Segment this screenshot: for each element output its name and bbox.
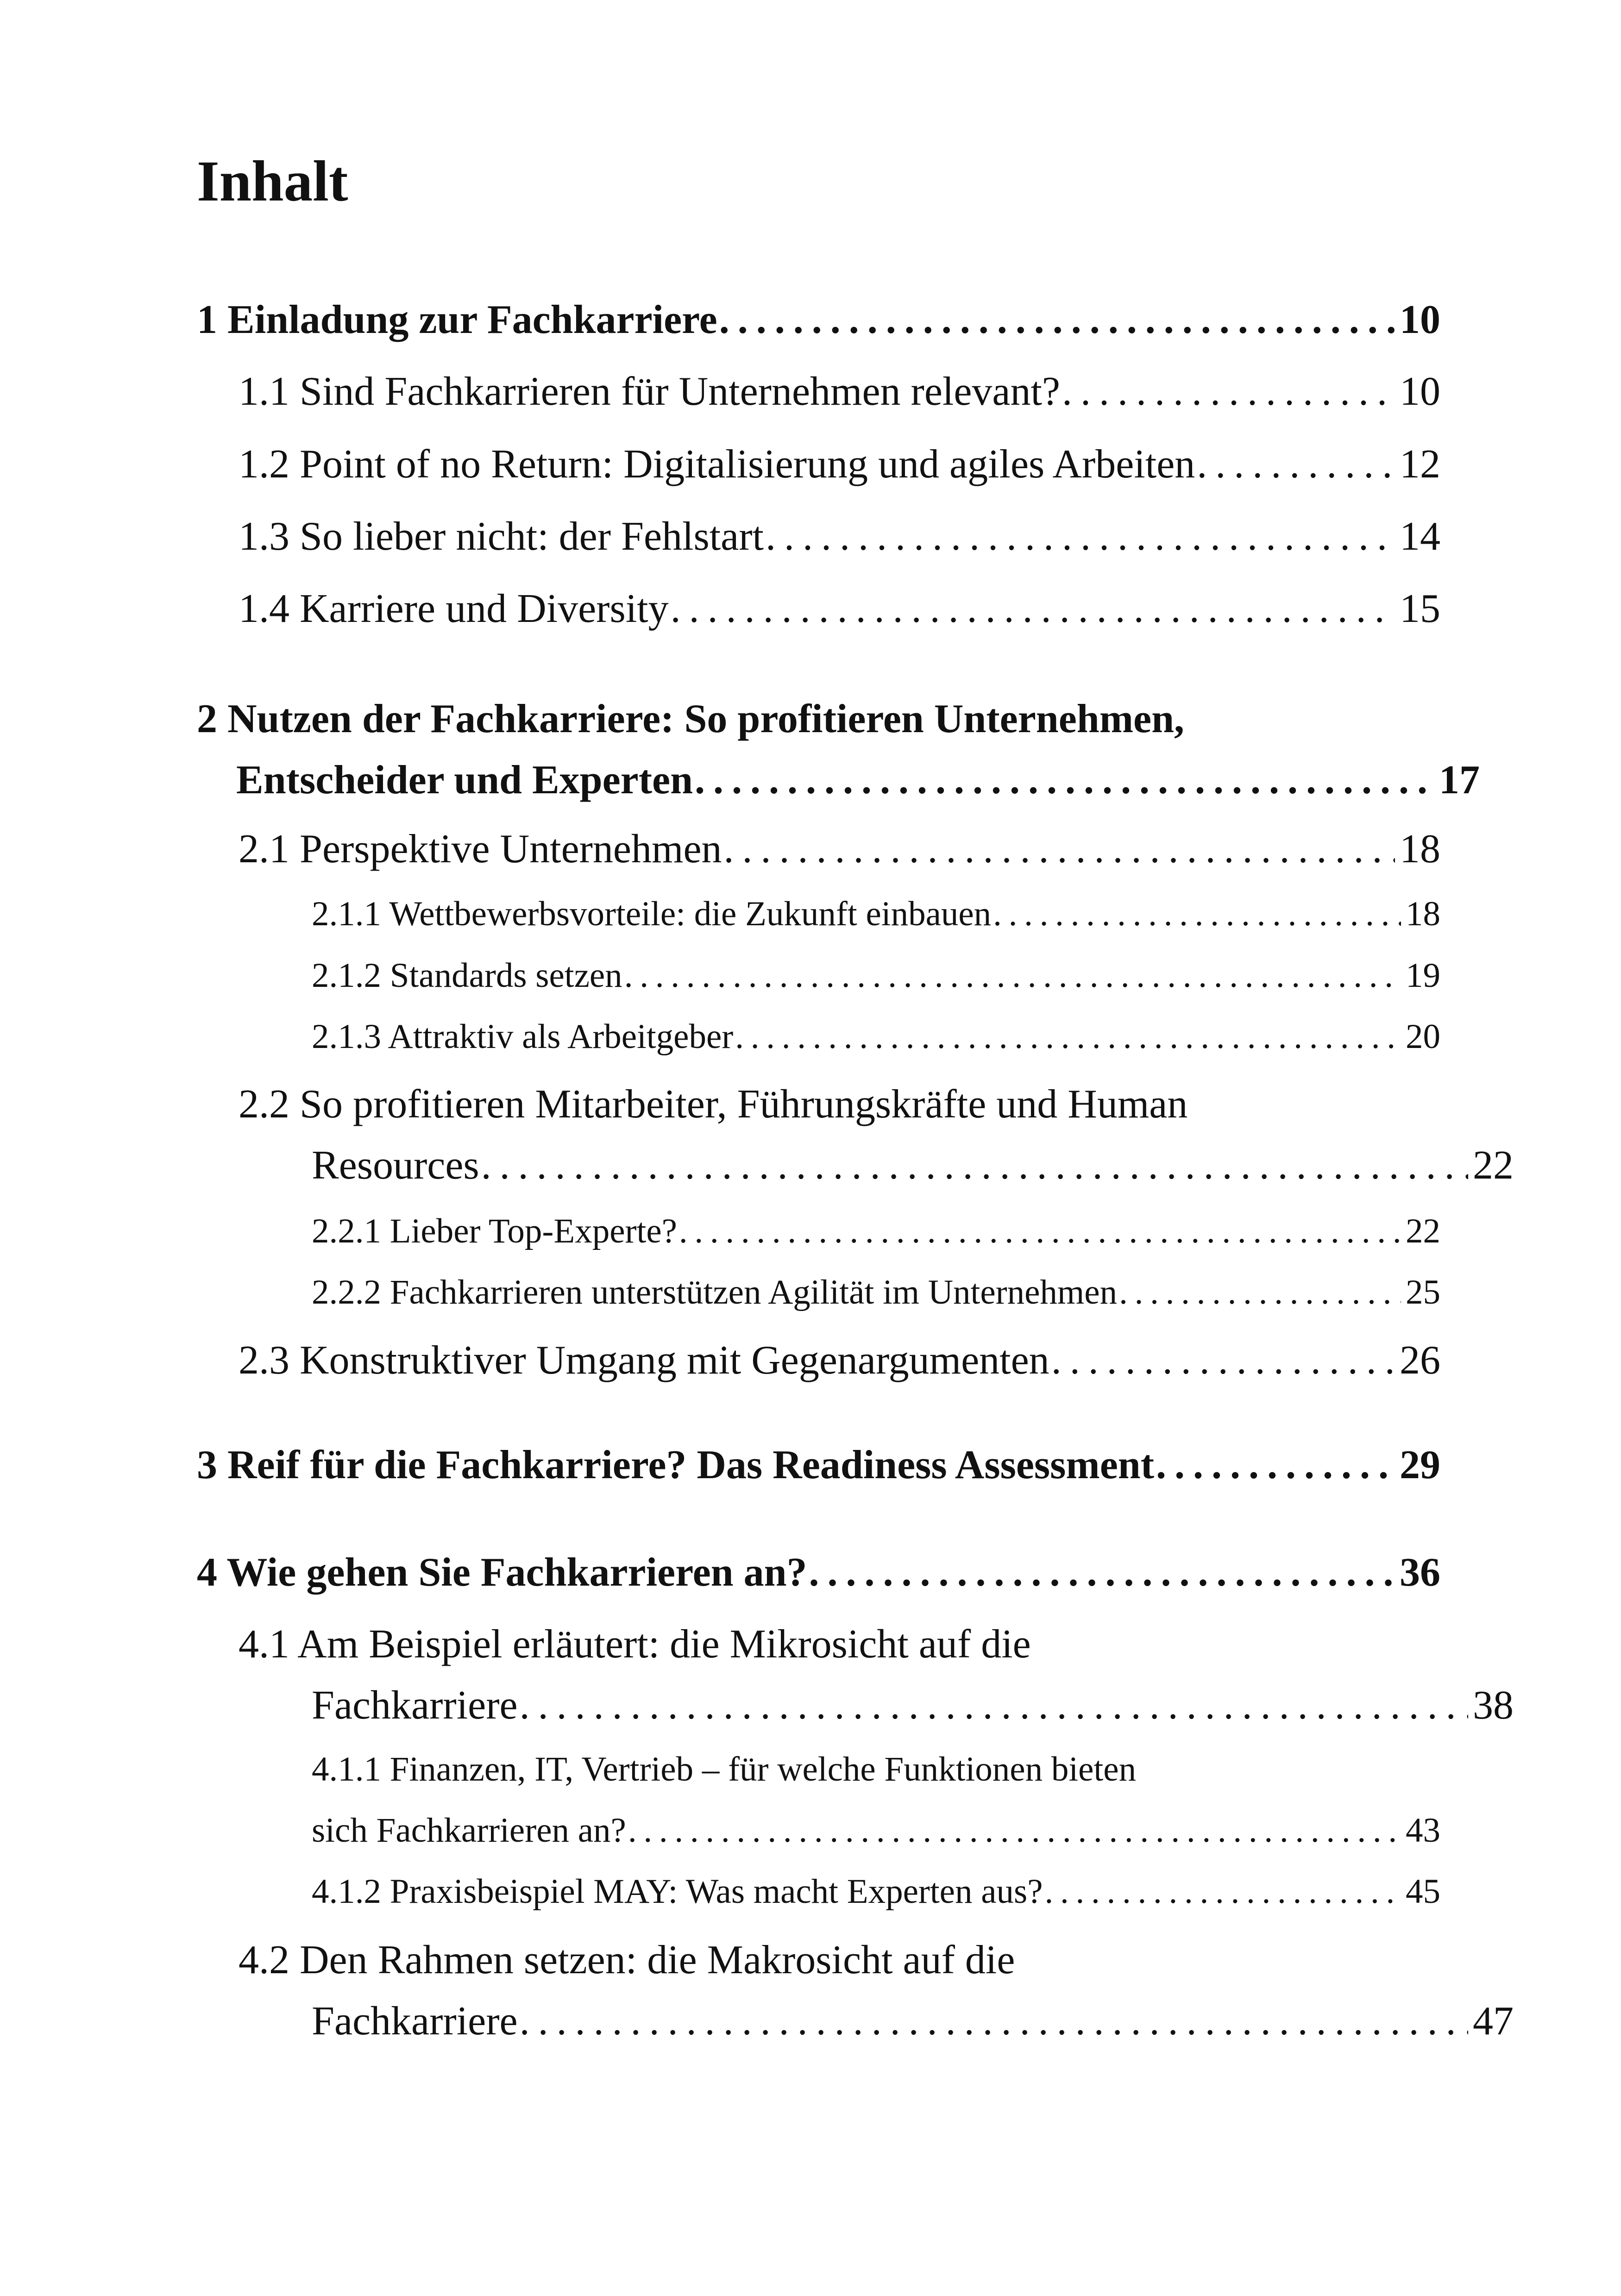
toc-title: Konstruktiver Umgang mit Gegenargumenten bbox=[300, 1338, 1049, 1383]
toc-number: 2 bbox=[197, 696, 217, 741]
toc-entry-2-3[interactable] bbox=[239, 1330, 1440, 1391]
toc-number: 2.1.2 bbox=[312, 956, 381, 995]
toc-page-number: 29 bbox=[1400, 1443, 1440, 1487]
leader-dots bbox=[1051, 1330, 1395, 1391]
leader-dots bbox=[724, 819, 1395, 880]
toc-title: Karriere und Diversity bbox=[300, 586, 669, 631]
leader-dots bbox=[809, 1542, 1395, 1603]
toc-page-number: 15 bbox=[1400, 586, 1440, 631]
toc-title: Attraktiv als Arbeitgeber bbox=[388, 1017, 734, 1056]
toc-entry-1-3[interactable] bbox=[239, 506, 1440, 567]
leader-dots bbox=[1062, 361, 1395, 422]
toc-number: 4.1 bbox=[239, 1622, 289, 1667]
page-title: Inhalt bbox=[197, 150, 348, 213]
leader-dots bbox=[1044, 1861, 1401, 1922]
toc-entry-1[interactable] bbox=[197, 289, 1440, 351]
toc-entry-2-1-2[interactable] bbox=[312, 945, 1440, 1006]
toc-number: 1.3 bbox=[239, 514, 289, 559]
toc-entry-2-2-2[interactable] bbox=[312, 1262, 1440, 1323]
toc-page-number: 17 bbox=[1439, 758, 1480, 803]
toc-title-line1: Nutzen der Fachkarriere: So profitieren Unternehmen, bbox=[227, 696, 1185, 741]
toc-entry-2-2[interactable] bbox=[239, 1074, 1514, 1196]
toc-page-number: 18 bbox=[1400, 827, 1440, 872]
toc-entry-4-1-2[interactable] bbox=[312, 1861, 1440, 1922]
toc-number: 1 bbox=[197, 297, 217, 342]
leader-dots bbox=[1197, 434, 1395, 495]
toc-number: 4 bbox=[197, 1550, 217, 1595]
toc-title-line1: Am Beispiel erläutert: die Mikrosicht auf die bbox=[297, 1622, 1031, 1667]
toc-title-line2: Resources bbox=[312, 1143, 479, 1188]
toc-number: 2.1.1 bbox=[312, 895, 381, 933]
toc-entry-4-1[interactable] bbox=[239, 1614, 1514, 1736]
toc-entry-2-1-1[interactable] bbox=[312, 884, 1440, 945]
toc-entry-4[interactable] bbox=[197, 1542, 1440, 1603]
toc-title-line1: Finanzen, IT, Vertrieb – für welche Funktionen bieten bbox=[390, 1750, 1137, 1788]
leader-dots bbox=[520, 1991, 1468, 2052]
toc-number: 4.1.2 bbox=[312, 1872, 381, 1911]
leader-dots bbox=[671, 578, 1395, 640]
toc-number: 2.2 bbox=[239, 1082, 289, 1127]
toc-page-number: 12 bbox=[1400, 442, 1440, 487]
leader-dots bbox=[766, 506, 1395, 567]
toc-number: 2.3 bbox=[239, 1338, 289, 1383]
toc-number: 2.1.3 bbox=[312, 1017, 381, 1056]
toc-page-number: 22 bbox=[1406, 1212, 1440, 1250]
toc-title-line2: Entscheider und Experten bbox=[236, 758, 693, 803]
toc-page-number: 25 bbox=[1406, 1273, 1440, 1311]
toc-entry-2[interactable] bbox=[197, 689, 1480, 811]
toc-entry-1-1[interactable] bbox=[239, 361, 1440, 422]
toc-number: 3 bbox=[197, 1443, 217, 1487]
toc-page-number: 47 bbox=[1473, 1999, 1514, 2044]
toc-number: 2.2.1 bbox=[312, 1212, 381, 1250]
toc-title: Perspektive Unternehmen bbox=[300, 827, 722, 872]
toc-page-number: 36 bbox=[1400, 1550, 1440, 1595]
leader-dots bbox=[735, 1006, 1401, 1067]
leader-dots bbox=[719, 289, 1395, 351]
toc-title: Point of no Return: Digitalisierung und agiles Arbeiten bbox=[300, 442, 1195, 487]
leader-dots bbox=[695, 750, 1434, 811]
leader-dots bbox=[628, 1800, 1401, 1861]
toc-title: Lieber Top-Experte? bbox=[390, 1212, 677, 1250]
toc-title: Praxisbeispiel MAY: Was macht Experten aus? bbox=[390, 1872, 1043, 1911]
toc-title-line1: So profitieren Mitarbeiter, Führungskräfte und Human bbox=[300, 1082, 1188, 1127]
toc-title: Fachkarrieren unterstützen Agilität im Unternehmen bbox=[390, 1273, 1118, 1311]
toc-page-number: 43 bbox=[1406, 1811, 1440, 1850]
toc-title: Wie gehen Sie Fachkarrieren an? bbox=[226, 1550, 807, 1595]
toc-title: Einladung zur Fachkarriere bbox=[227, 297, 717, 342]
leader-dots bbox=[679, 1201, 1401, 1262]
toc-title-line2: sich Fachkarrieren an? bbox=[312, 1811, 626, 1850]
toc-title: Reif für die Fachkarriere? Das Readiness Assessment bbox=[227, 1443, 1155, 1487]
leader-dots bbox=[520, 1675, 1468, 1736]
toc-title: Sind Fachkarrieren für Unternehmen relevant? bbox=[300, 369, 1060, 414]
leader-dots bbox=[624, 945, 1401, 1006]
toc-entry-2-2-1[interactable] bbox=[312, 1201, 1440, 1262]
leader-dots bbox=[993, 884, 1401, 945]
toc-entry-4-2[interactable] bbox=[239, 1930, 1514, 2052]
toc-page-number: 18 bbox=[1406, 895, 1440, 933]
toc-number: 1.4 bbox=[239, 586, 289, 631]
toc-title: So lieber nicht: der Fehlstart bbox=[300, 514, 764, 559]
leader-dots bbox=[1156, 1435, 1395, 1496]
toc-page-number: 26 bbox=[1400, 1338, 1440, 1383]
toc-number: 1.2 bbox=[239, 442, 289, 487]
toc-number: 1.1 bbox=[239, 369, 289, 414]
toc-number: 2.2.2 bbox=[312, 1273, 381, 1311]
toc-entry-1-4[interactable] bbox=[239, 578, 1440, 640]
toc-page-number: 14 bbox=[1400, 514, 1440, 559]
toc-entry-2-1-3[interactable] bbox=[312, 1006, 1440, 1067]
toc-title: Standards setzen bbox=[390, 956, 622, 995]
toc-entry-3[interactable] bbox=[197, 1435, 1440, 1496]
toc-page-number: 45 bbox=[1406, 1872, 1440, 1911]
toc-title-line2: Fachkarriere bbox=[312, 1999, 518, 2044]
toc-number: 4.2 bbox=[239, 1938, 289, 1982]
toc-entry-4-1-1[interactable] bbox=[312, 1739, 1440, 1861]
toc-entry-1-2[interactable] bbox=[239, 434, 1440, 495]
leader-dots bbox=[1119, 1262, 1401, 1323]
toc-title-line1: Den Rahmen setzen: die Makrosicht auf die bbox=[300, 1938, 1015, 1982]
toc-entry-2-1[interactable] bbox=[239, 819, 1440, 880]
toc-title-line2: Fachkarriere bbox=[312, 1683, 518, 1728]
toc-page-number: 20 bbox=[1406, 1017, 1440, 1056]
leader-dots bbox=[481, 1135, 1468, 1196]
toc-title: Wettbewerbsvorteile: die Zukunft einbauen bbox=[389, 895, 992, 933]
toc-number: 2.1 bbox=[239, 827, 289, 872]
toc-page-number: 10 bbox=[1400, 297, 1440, 342]
toc-page-number: 10 bbox=[1400, 369, 1440, 414]
toc-number: 4.1.1 bbox=[312, 1750, 381, 1788]
toc-page-number: 38 bbox=[1473, 1683, 1514, 1728]
toc-page-number: 22 bbox=[1473, 1143, 1514, 1188]
toc-page-number: 19 bbox=[1406, 956, 1440, 995]
